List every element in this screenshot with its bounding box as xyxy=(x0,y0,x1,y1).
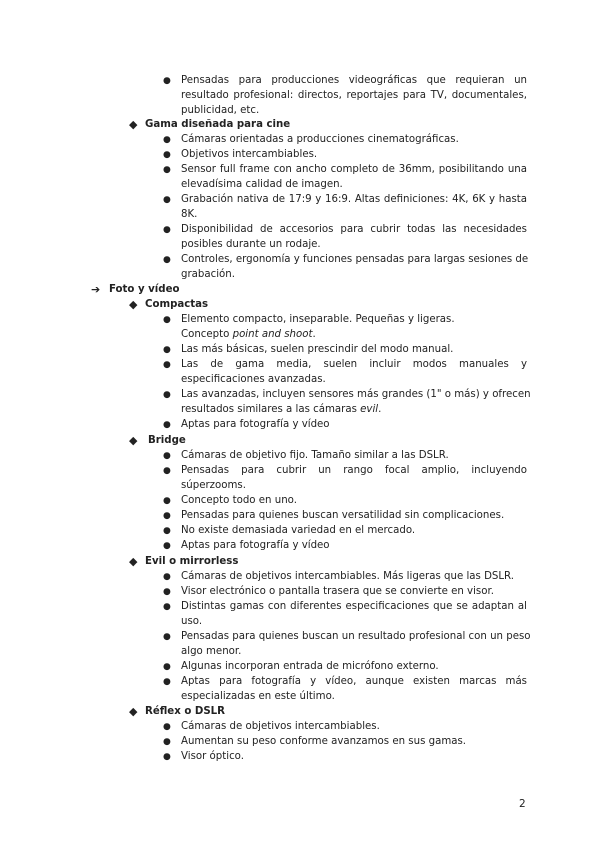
list-item-line: especializadas en este último. xyxy=(181,691,335,702)
list-item-line: Elemento compacto, inseparable. Pequeñas y ligeras. xyxy=(181,314,455,325)
bullet-icon: ● xyxy=(163,677,171,687)
list-item-line: Controles, ergonomía y funciones pensadas para largas sesiones de xyxy=(181,254,529,265)
page-number: 2 xyxy=(519,798,526,810)
list-item-line: publicidad, etc. xyxy=(181,105,260,116)
diamond-bullet-icon: ◆ xyxy=(129,555,138,568)
list-item-line: Visor electrónico o pantalla trasera que se convierte en visor. xyxy=(181,586,494,597)
list-item-line: No existe demasiada variedad en el mercado. xyxy=(181,525,416,536)
list-item-line: Grabación nativa de 17:9 y 16:9. Altas definiciones: 4K, 6K y hasta xyxy=(181,194,527,205)
subsection-heading-evil: Evil o mirrorless xyxy=(145,556,239,567)
diamond-bullet-icon: ◆ xyxy=(129,434,138,447)
bullet-icon: ● xyxy=(163,315,171,325)
diamond-bullet-icon: ◆ xyxy=(129,118,138,131)
list-item-line: Pensadas para quienes buscan versatilidad sin complicaciones. xyxy=(181,510,505,521)
section-heading-cine: Gama diseñada para cine xyxy=(145,119,291,130)
list-item-line: Las más básicas, suelen prescindir del modo manual. xyxy=(181,344,454,355)
subsection-heading-compactas: Compactas xyxy=(145,299,209,310)
list-item-line: Sensor full frame con ancho completo de 36mm, posibilitando una xyxy=(181,164,527,175)
list-item-line: algo menor. xyxy=(181,646,242,657)
bullet-icon: ● xyxy=(163,632,171,642)
bullet-icon: ● xyxy=(163,662,171,672)
list-item-line: Algunas incorporan entrada de micrófono externo. xyxy=(181,661,439,672)
bullet-icon: ● xyxy=(163,737,171,747)
list-item-line: Cámaras de objetivos intercambiables. Más ligeras que las DSLR. xyxy=(181,571,515,582)
list-item-line: Disponibilidad de accesorios para cubrir todas las necesidades xyxy=(181,224,527,235)
bullet-icon: ● xyxy=(163,466,171,476)
list-item-line: Aptas para fotografía y vídeo xyxy=(181,419,330,430)
bullet-icon: ● xyxy=(163,752,171,762)
list-item-line: Aumentan su peso conforme avanzamos en sus gamas. xyxy=(181,736,467,747)
bullet-icon: ● xyxy=(163,587,171,597)
list-item-line: Objetivos intercambiables. xyxy=(181,149,318,160)
bullet-icon: ● xyxy=(163,345,171,355)
bullet-icon: ● xyxy=(163,165,171,175)
list-item-line: Pensadas para cubrir un rango focal amplio, incluyendo xyxy=(181,465,527,476)
bullet-icon: ● xyxy=(163,526,171,536)
list-item-line: uso. xyxy=(181,616,203,627)
section-heading-foto-video: Foto y vídeo xyxy=(109,284,180,295)
list-item-line: Las avanzadas, incluyen sensores más grandes (1" o más) y ofrecen xyxy=(181,389,531,400)
bullet-icon: ● xyxy=(163,135,171,145)
list-item-line: elevadísima calidad de imagen. xyxy=(181,179,343,190)
list-item-line: Visor óptico. xyxy=(181,751,244,762)
bullet-icon: ● xyxy=(163,150,171,160)
bullet-icon: ● xyxy=(163,572,171,582)
subsection-heading-bridge: Bridge xyxy=(148,435,186,446)
list-item-line: Cámaras de objetivo fijo. Tamaño similar a las DSLR. xyxy=(181,450,449,461)
list-item-line: Aptas para fotografía y vídeo xyxy=(181,540,330,551)
list-item-line: grabación. xyxy=(181,269,235,280)
list-item-line: Pensadas para producciones videográficas que requieran un xyxy=(181,75,527,86)
diamond-bullet-icon: ◆ xyxy=(129,705,138,718)
subsection-heading-reflex: Réflex o DSLR xyxy=(145,706,226,717)
bullet-icon: ● xyxy=(163,76,171,86)
list-item-line: súperzooms. xyxy=(181,480,246,491)
bullet-icon: ● xyxy=(163,541,171,551)
arrow-right-icon: ➔ xyxy=(91,283,101,296)
list-item-line: 8K. xyxy=(181,209,198,220)
bullet-icon: ● xyxy=(163,602,171,612)
bullet-icon: ● xyxy=(163,360,171,370)
bullet-icon: ● xyxy=(163,451,171,461)
bullet-icon: ● xyxy=(163,511,171,521)
diamond-bullet-icon: ◆ xyxy=(129,298,138,311)
list-item-line: Aptas para fotografía y vídeo, aunque existen marcas más xyxy=(181,676,527,687)
bullet-icon: ● xyxy=(163,390,171,400)
list-item-line: Cámaras orientadas a producciones cinematográficas. xyxy=(181,134,459,145)
list-item-line: resultados similares a las cámaras evil. xyxy=(181,404,382,415)
list-item-line: Concepto point and shoot. xyxy=(181,329,316,340)
bullet-icon: ● xyxy=(163,496,171,506)
bullet-icon: ● xyxy=(163,255,171,265)
list-item-line: Pensadas para quienes buscan un resultado profesional con un peso xyxy=(181,631,531,642)
list-item-line: Cámaras de objetivos intercambiables. xyxy=(181,721,380,732)
list-item-line: Las de gama media, suelen incluir modos manuales y xyxy=(181,359,527,370)
list-item-line: resultado profesional: directos, reportajes para TV, documentales, xyxy=(181,90,527,101)
list-item-line: Distintas gamas con diferentes especificaciones que se adaptan al xyxy=(181,601,527,612)
list-item-line: especificaciones avanzadas. xyxy=(181,374,326,385)
bullet-icon: ● xyxy=(163,420,171,430)
list-item-line: Concepto todo en uno. xyxy=(181,495,297,506)
bullet-icon: ● xyxy=(163,722,171,732)
bullet-icon: ● xyxy=(163,225,171,235)
list-item-line: posibles durante un rodaje. xyxy=(181,239,321,250)
bullet-icon: ● xyxy=(163,195,171,205)
